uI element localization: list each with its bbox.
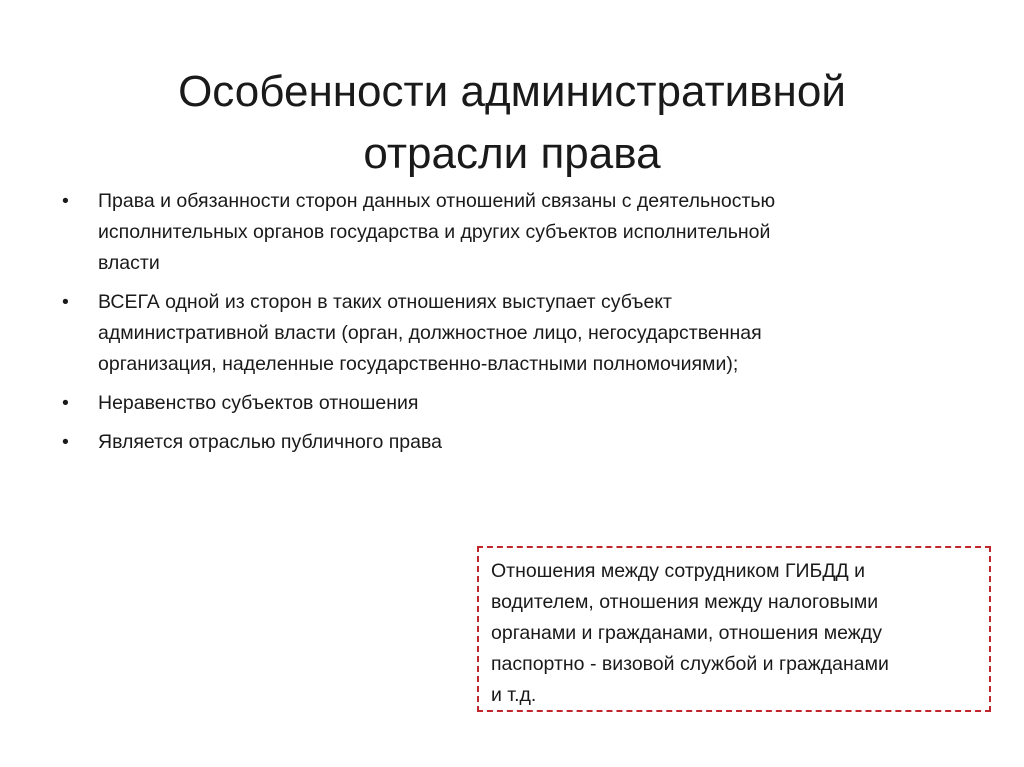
example-note-box	[477, 546, 991, 712]
bullet-text	[98, 186, 942, 279]
bullet-line: Неравенство субъектов отношения	[98, 392, 419, 414]
bullet-item	[62, 427, 942, 458]
title-line: отрасли права	[363, 129, 661, 179]
bullet-line: административной власти (орган, должностное лицо, негосударственная	[98, 322, 762, 344]
note-line: органами и гражданами, отношения между	[491, 622, 882, 644]
bullet-item	[62, 287, 942, 380]
bullet-line: исполнительных органов государства и других субъектов исполнительной	[98, 221, 771, 243]
bullet-text	[98, 287, 942, 380]
bullet-item	[62, 388, 942, 419]
note-line: и т.д.	[491, 684, 537, 706]
bullet-line: Права и обязанности сторон данных отношений связаны с деятельностью	[98, 190, 776, 212]
bullet-marker: •	[62, 431, 69, 453]
bullet-list	[62, 186, 942, 466]
bullet-line: организация, наделенные государственно-властными полномочиями);	[98, 353, 739, 375]
bullet-marker: •	[62, 190, 69, 212]
bullet-line: власти	[98, 252, 160, 274]
bullet-text	[98, 388, 942, 419]
note-line: паспортно - визовой службой и гражданами	[491, 653, 889, 675]
note-line: Отношения между сотрудником ГИБДД и	[491, 560, 866, 582]
bullet-line: Является отраслью публичного права	[98, 431, 442, 453]
title-line: Особенности административной	[178, 67, 846, 117]
note-line: водителем, отношения между налоговыми	[491, 591, 879, 613]
bullet-marker: •	[62, 392, 69, 414]
bullet-text	[98, 427, 942, 458]
slide-title	[60, 61, 964, 185]
bullet-marker: •	[62, 291, 69, 313]
bullet-item	[62, 186, 942, 279]
bullet-line: ВСЕГА одной из сторон в таких отношениях выступает субъект	[98, 291, 672, 313]
